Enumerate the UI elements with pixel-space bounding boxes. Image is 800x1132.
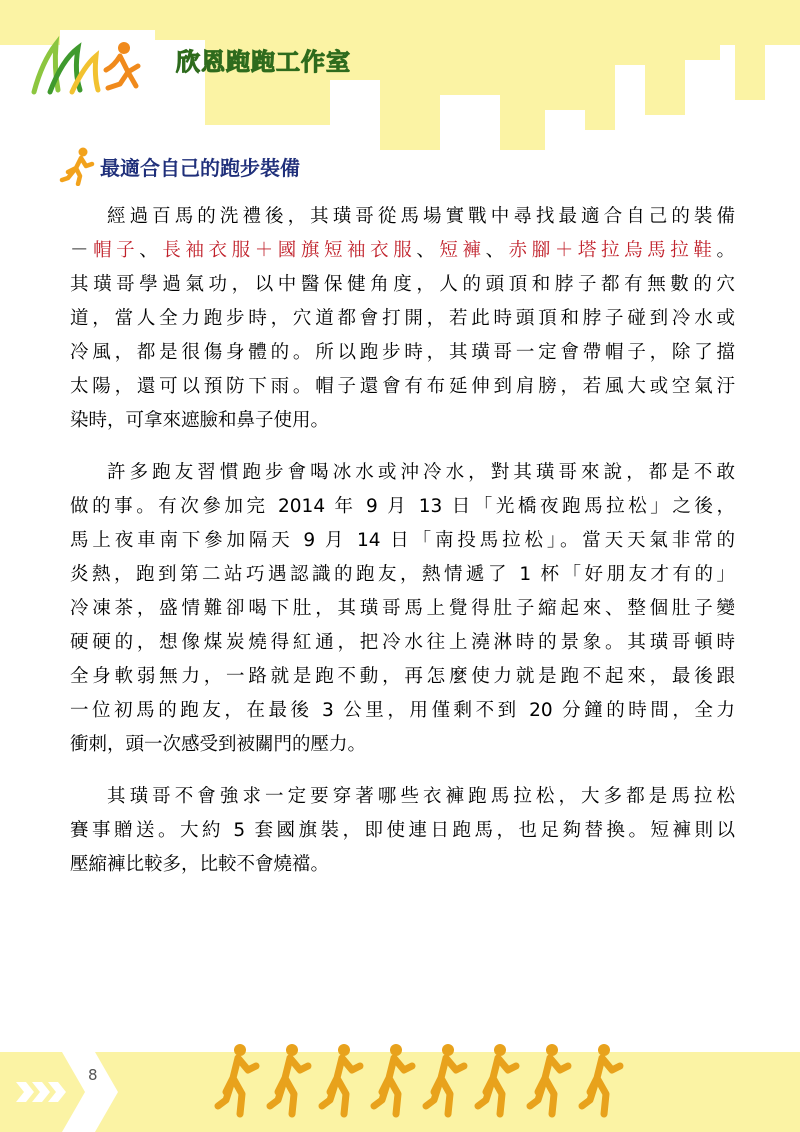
text-line: 其璜哥不會強求一定要穿著哪些衣褲跑馬拉松，大多都是馬拉松 [107,786,735,807]
article-body [70,200,735,900]
dash: － [70,240,89,261]
mountain-runner-logo-icon [28,32,148,98]
text-line: 賽事贈送。大約 5 套國旗裝，即使連日跑馬，也足夠替換。短褲則以 [70,820,735,841]
text-line: 全身軟弱無力，一路就是跑不動，再怎麼使力就是跑不起來，最後跟 [70,666,735,687]
text-line: 衝刺，頭一次感受到被關門的壓力。 [70,734,367,755]
runner-icon [58,146,98,186]
highlight-cap: 帽子 [88,240,140,261]
text-line: 炎熱，跑到第二站巧遇認識的跑友，熱情遞了 1 杯「好朋友才有的」 [70,564,735,585]
section-heading [58,146,458,186]
paragraph-3 [70,780,735,882]
highlight-shirts: 長袖衣服＋國旗短袖衣服 [162,240,417,261]
paragraph-2 [70,456,735,762]
running-sequence-icon [210,1036,630,1122]
text-line: 經過百馬的洗禮後，其璜哥從馬場實戰中尋找最適合自己的裝備 [107,206,735,227]
highlight-shorts: 短褲 [439,240,486,261]
period: 。 [716,240,735,261]
text-line: 許多跑友習慣跑步會喝冰水或沖冷水，對其璜哥來說，都是不敢 [107,462,735,483]
text-line: 冷凍茶，盛情難卻喝下肚，其璜哥馬上覺得肚子縮起來、整個肚子變 [70,598,735,619]
text-line: 硬硬的，想像煤炭燒得紅通，把冷水往上澆淋時的景象。其璜哥頓時 [70,632,735,653]
studio-logo [28,32,351,98]
separator: 、 [485,240,509,261]
text-line: 一位初馬的跑友，在最後 3 公里，用僅剩不到 20 分鐘的時間，全力 [70,700,735,721]
separator: 、 [416,240,440,261]
studio-name: 欣恩跑跑工作室 [176,48,351,76]
separator: 、 [139,240,163,261]
page-number: 8 [88,1066,98,1084]
text-line: 其璜哥學過氣功，以中醫保健角度，人的頭頂和脖子都有無數的穴 [70,274,735,295]
equipment-line [70,234,735,268]
paragraph-1 [70,200,735,438]
text-line: 馬上夜車南下參加隔天 9 月 14 日「南投馬拉松」。當天天氣非常的 [70,530,735,551]
text-line: 道，當人全力跑步時，穴道都會打開，若此時頭頂和脖子碰到冷水或 [70,308,735,329]
text-line: 壓縮褲比較多，比較不會燒襠。 [70,854,330,875]
text-line: 做的事。有次參加完 2014 年 9 月 13 日「光橋夜跑馬拉松」之後， [70,496,735,517]
text-line: 太陽，還可以預防下雨。帽子還會有布延伸到肩膀，若風大或空氣汙 [70,376,735,397]
text-line: 染時，可拿來遮臉和鼻子使用。 [70,410,330,431]
highlight-sandals: 赤腳＋塔拉烏馬拉鞋 [508,240,717,261]
text-line: 冷風，都是很傷身體的。所以跑步時，其璜哥一定會帶帽子，除了擋 [70,342,735,363]
section-title: 最適合自己的跑步裝備 [100,156,300,180]
